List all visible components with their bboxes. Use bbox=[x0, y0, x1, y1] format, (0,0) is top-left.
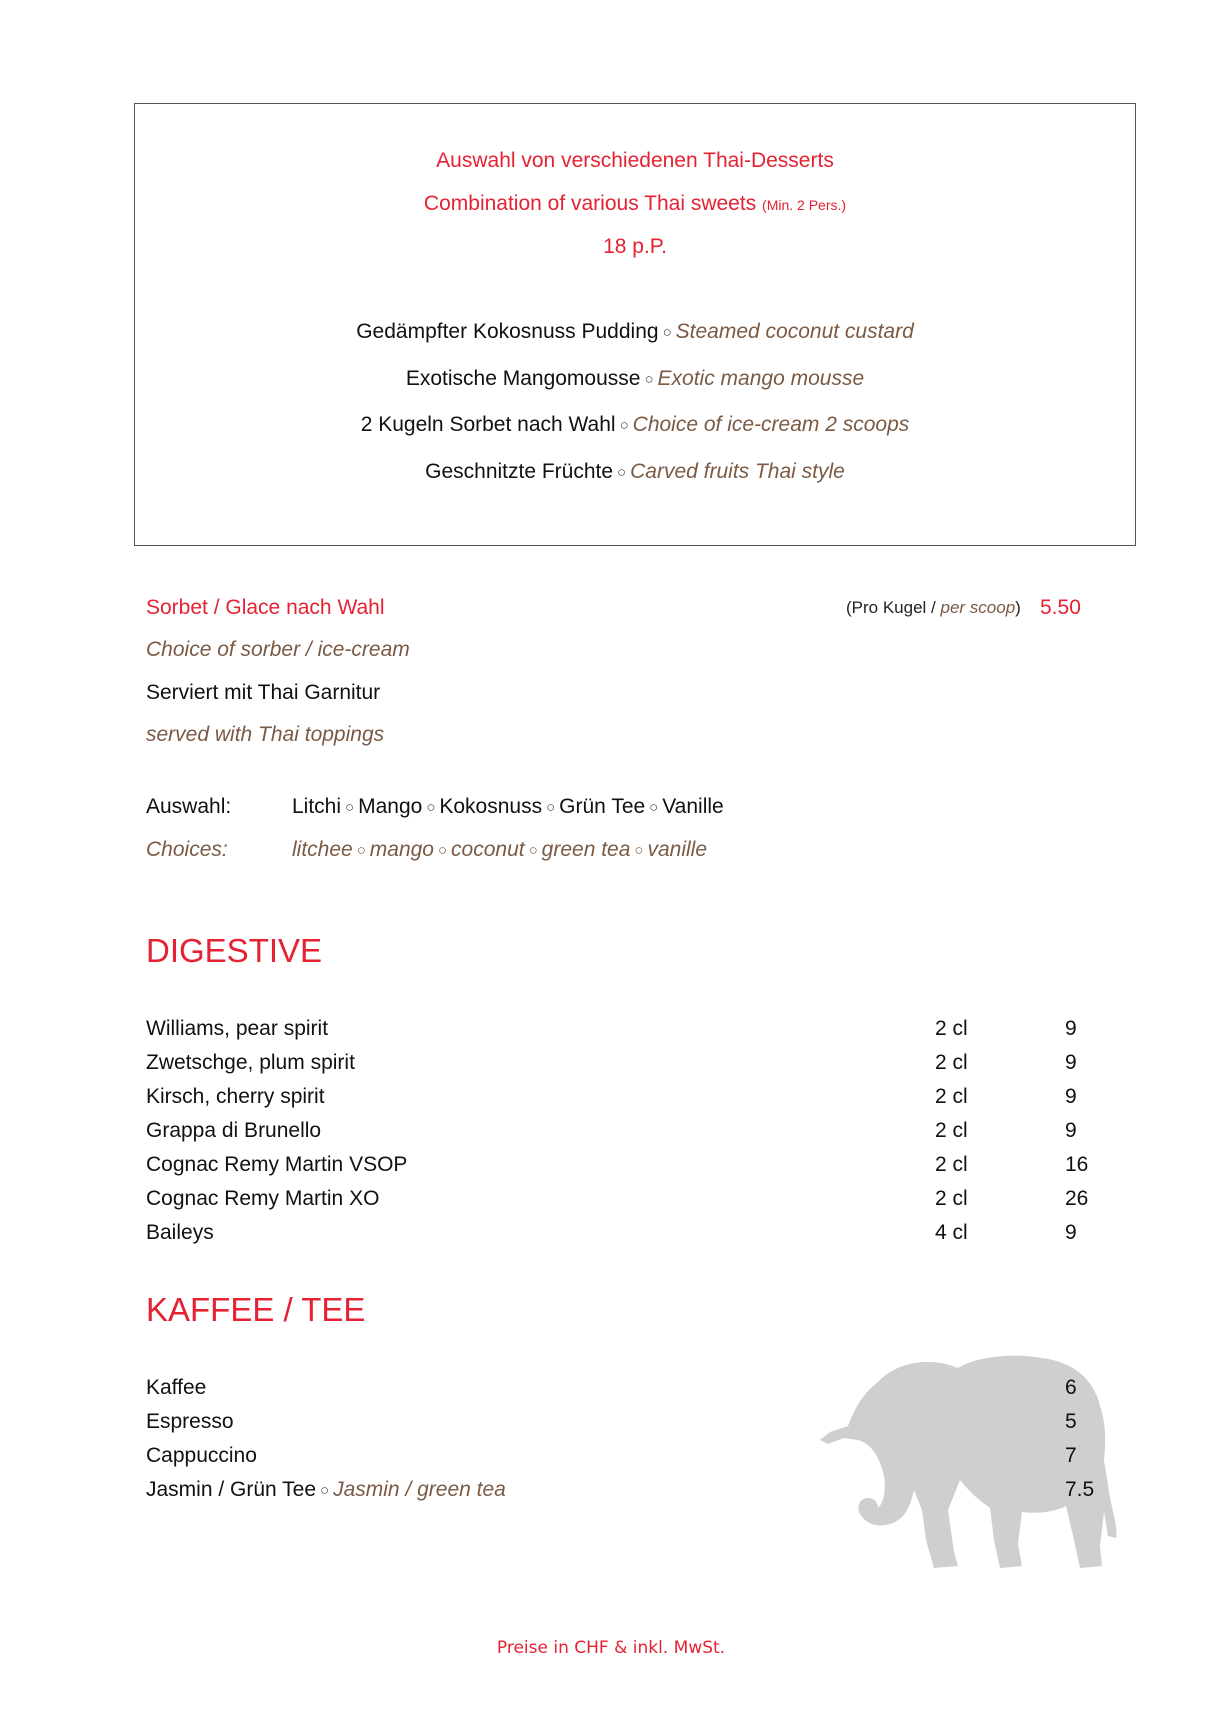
drink-qty: 2 cl bbox=[935, 1051, 968, 1074]
drink-price: 7 bbox=[1065, 1444, 1077, 1467]
bullet-circle-icon: ○ bbox=[426, 799, 436, 816]
item-name-en: Carved fruits Thai style bbox=[630, 460, 845, 483]
choice-en: mango bbox=[369, 838, 434, 861]
drink-name-de: Jasmin / Grün Tee bbox=[146, 1478, 317, 1501]
per-scoop-label-close: ) bbox=[1015, 598, 1021, 617]
drink-name bbox=[146, 1478, 506, 1502]
choice-en: litchee bbox=[292, 838, 353, 861]
bullet-circle-icon: ○ bbox=[617, 464, 627, 481]
drink-price: 26 bbox=[1065, 1187, 1089, 1210]
choices-label-de: Auswahl: bbox=[146, 795, 232, 818]
choice-de: Litchi bbox=[292, 795, 342, 818]
sorbet-title: Sorbet / Glace nach Wahl bbox=[146, 596, 385, 619]
table-row bbox=[146, 1410, 1096, 1440]
table-row bbox=[146, 1017, 1096, 1047]
drink-qty: 2 cl bbox=[935, 1187, 968, 1210]
box-title-en-text: Combination of various Thai sweets bbox=[423, 192, 757, 215]
drink-price: 9 bbox=[1065, 1051, 1077, 1074]
bullet-circle-icon: ○ bbox=[662, 324, 672, 341]
bullet-circle-icon: ○ bbox=[644, 371, 654, 388]
bullet-circle-icon: ○ bbox=[619, 417, 629, 434]
item-name-en: Steamed coconut custard bbox=[675, 320, 914, 343]
table-row bbox=[146, 1221, 1096, 1251]
choice-de: Vanille bbox=[662, 795, 724, 818]
dessert-combination-box bbox=[134, 103, 1136, 546]
table-row bbox=[146, 1187, 1096, 1217]
item-name-de: Geschnitzte Früchte bbox=[425, 460, 614, 483]
drink-price: 9 bbox=[1065, 1119, 1077, 1142]
drink-name: Baileys bbox=[146, 1221, 214, 1244]
drink-price: 5 bbox=[1065, 1410, 1077, 1433]
drink-price: 16 bbox=[1065, 1153, 1089, 1176]
choices-list-en bbox=[292, 838, 707, 862]
bullet-circle-icon: ○ bbox=[437, 842, 448, 859]
drink-name-en: Jasmin / green tea bbox=[333, 1478, 506, 1501]
box-min-persons-note: (Min. 2 Pers.) bbox=[762, 197, 847, 213]
table-row bbox=[146, 1051, 1096, 1081]
choice-de: Mango bbox=[358, 795, 423, 818]
table-row bbox=[146, 1153, 1096, 1183]
drink-qty: 2 cl bbox=[935, 1085, 968, 1108]
bullet-circle-icon: ○ bbox=[649, 799, 659, 816]
choices-label-en: Choices: bbox=[146, 838, 228, 861]
table-row bbox=[146, 1085, 1096, 1115]
bullet-circle-icon: ○ bbox=[356, 842, 366, 859]
item-name-de: 2 Kugeln Sorbet nach Wahl bbox=[360, 413, 616, 436]
box-item bbox=[135, 367, 1135, 391]
box-title-de: Auswahl von verschiedenen Thai-Desserts bbox=[436, 149, 834, 172]
table-row bbox=[146, 1119, 1096, 1149]
table-row bbox=[146, 1478, 1096, 1508]
table-row bbox=[146, 1444, 1096, 1474]
item-name-de: Exotische Mangomousse bbox=[405, 367, 641, 390]
sorbet-price: 5.50 bbox=[1040, 596, 1081, 619]
choice-en: coconut bbox=[451, 838, 525, 861]
choice-de: Grün Tee bbox=[559, 795, 646, 818]
item-name-de: Gedämpfter Kokosnuss Pudding bbox=[356, 320, 659, 343]
choices-list-de bbox=[292, 795, 724, 819]
choice-de: Kokosnuss bbox=[439, 795, 543, 818]
drink-price: 9 bbox=[1065, 1085, 1077, 1108]
drink-qty: 2 cl bbox=[935, 1153, 968, 1176]
drink-price: 9 bbox=[1065, 1221, 1077, 1244]
box-title-en bbox=[135, 192, 1135, 216]
drink-qty: 2 cl bbox=[935, 1119, 968, 1142]
drink-qty: 2 cl bbox=[935, 1017, 968, 1040]
per-scoop-label-de: (Pro Kugel / bbox=[846, 598, 936, 617]
drink-qty: 4 cl bbox=[935, 1221, 968, 1244]
drink-name: Cognac Remy Martin VSOP bbox=[146, 1153, 408, 1176]
digestive-heading: DIGESTIVE bbox=[146, 932, 323, 969]
item-name-en: Exotic mango mousse bbox=[657, 367, 865, 390]
bullet-circle-icon: ○ bbox=[320, 1482, 330, 1499]
bullet-circle-icon: ○ bbox=[528, 842, 538, 859]
item-name-en: Choice of ice-cream 2 scoops bbox=[632, 413, 910, 436]
drink-price: 6 bbox=[1065, 1376, 1077, 1399]
table-row bbox=[146, 1376, 1096, 1406]
box-item bbox=[135, 413, 1135, 437]
box-item bbox=[135, 320, 1135, 344]
choice-en: vanille bbox=[647, 838, 708, 861]
drink-name: Grappa di Brunello bbox=[146, 1119, 322, 1142]
drink-price: 9 bbox=[1065, 1017, 1077, 1040]
choice-en: green tea bbox=[541, 838, 631, 861]
per-scoop-label bbox=[846, 598, 1021, 618]
drink-price: 7.5 bbox=[1065, 1478, 1095, 1501]
kaffee-heading: KAFFEE / TEE bbox=[146, 1291, 366, 1328]
drink-name: Kaffee bbox=[146, 1376, 207, 1399]
sorbet-subtitle-en: Choice of sorber / ice-cream bbox=[146, 638, 410, 661]
drink-name: Espresso bbox=[146, 1410, 234, 1433]
drink-name: Cappuccino bbox=[146, 1444, 257, 1467]
drink-name: Kirsch, cherry spirit bbox=[146, 1085, 325, 1108]
box-item bbox=[135, 460, 1135, 484]
bullet-circle-icon: ○ bbox=[634, 842, 644, 859]
footer-note: Preise in CHF & inkl. MwSt. bbox=[496, 1638, 726, 1658]
drink-name: Cognac Remy Martin XO bbox=[146, 1187, 380, 1210]
drink-name: Williams, pear spirit bbox=[146, 1017, 329, 1040]
box-price: 18 p.P. bbox=[603, 235, 667, 258]
bullet-circle-icon: ○ bbox=[345, 799, 355, 816]
per-scoop-label-en: per scoop bbox=[940, 598, 1016, 617]
bullet-circle-icon: ○ bbox=[546, 799, 556, 816]
sorbet-served-de: Serviert mit Thai Garnitur bbox=[146, 681, 381, 704]
sorbet-served-en: served with Thai toppings bbox=[146, 723, 385, 746]
drink-name: Zwetschge, plum spirit bbox=[146, 1051, 355, 1074]
